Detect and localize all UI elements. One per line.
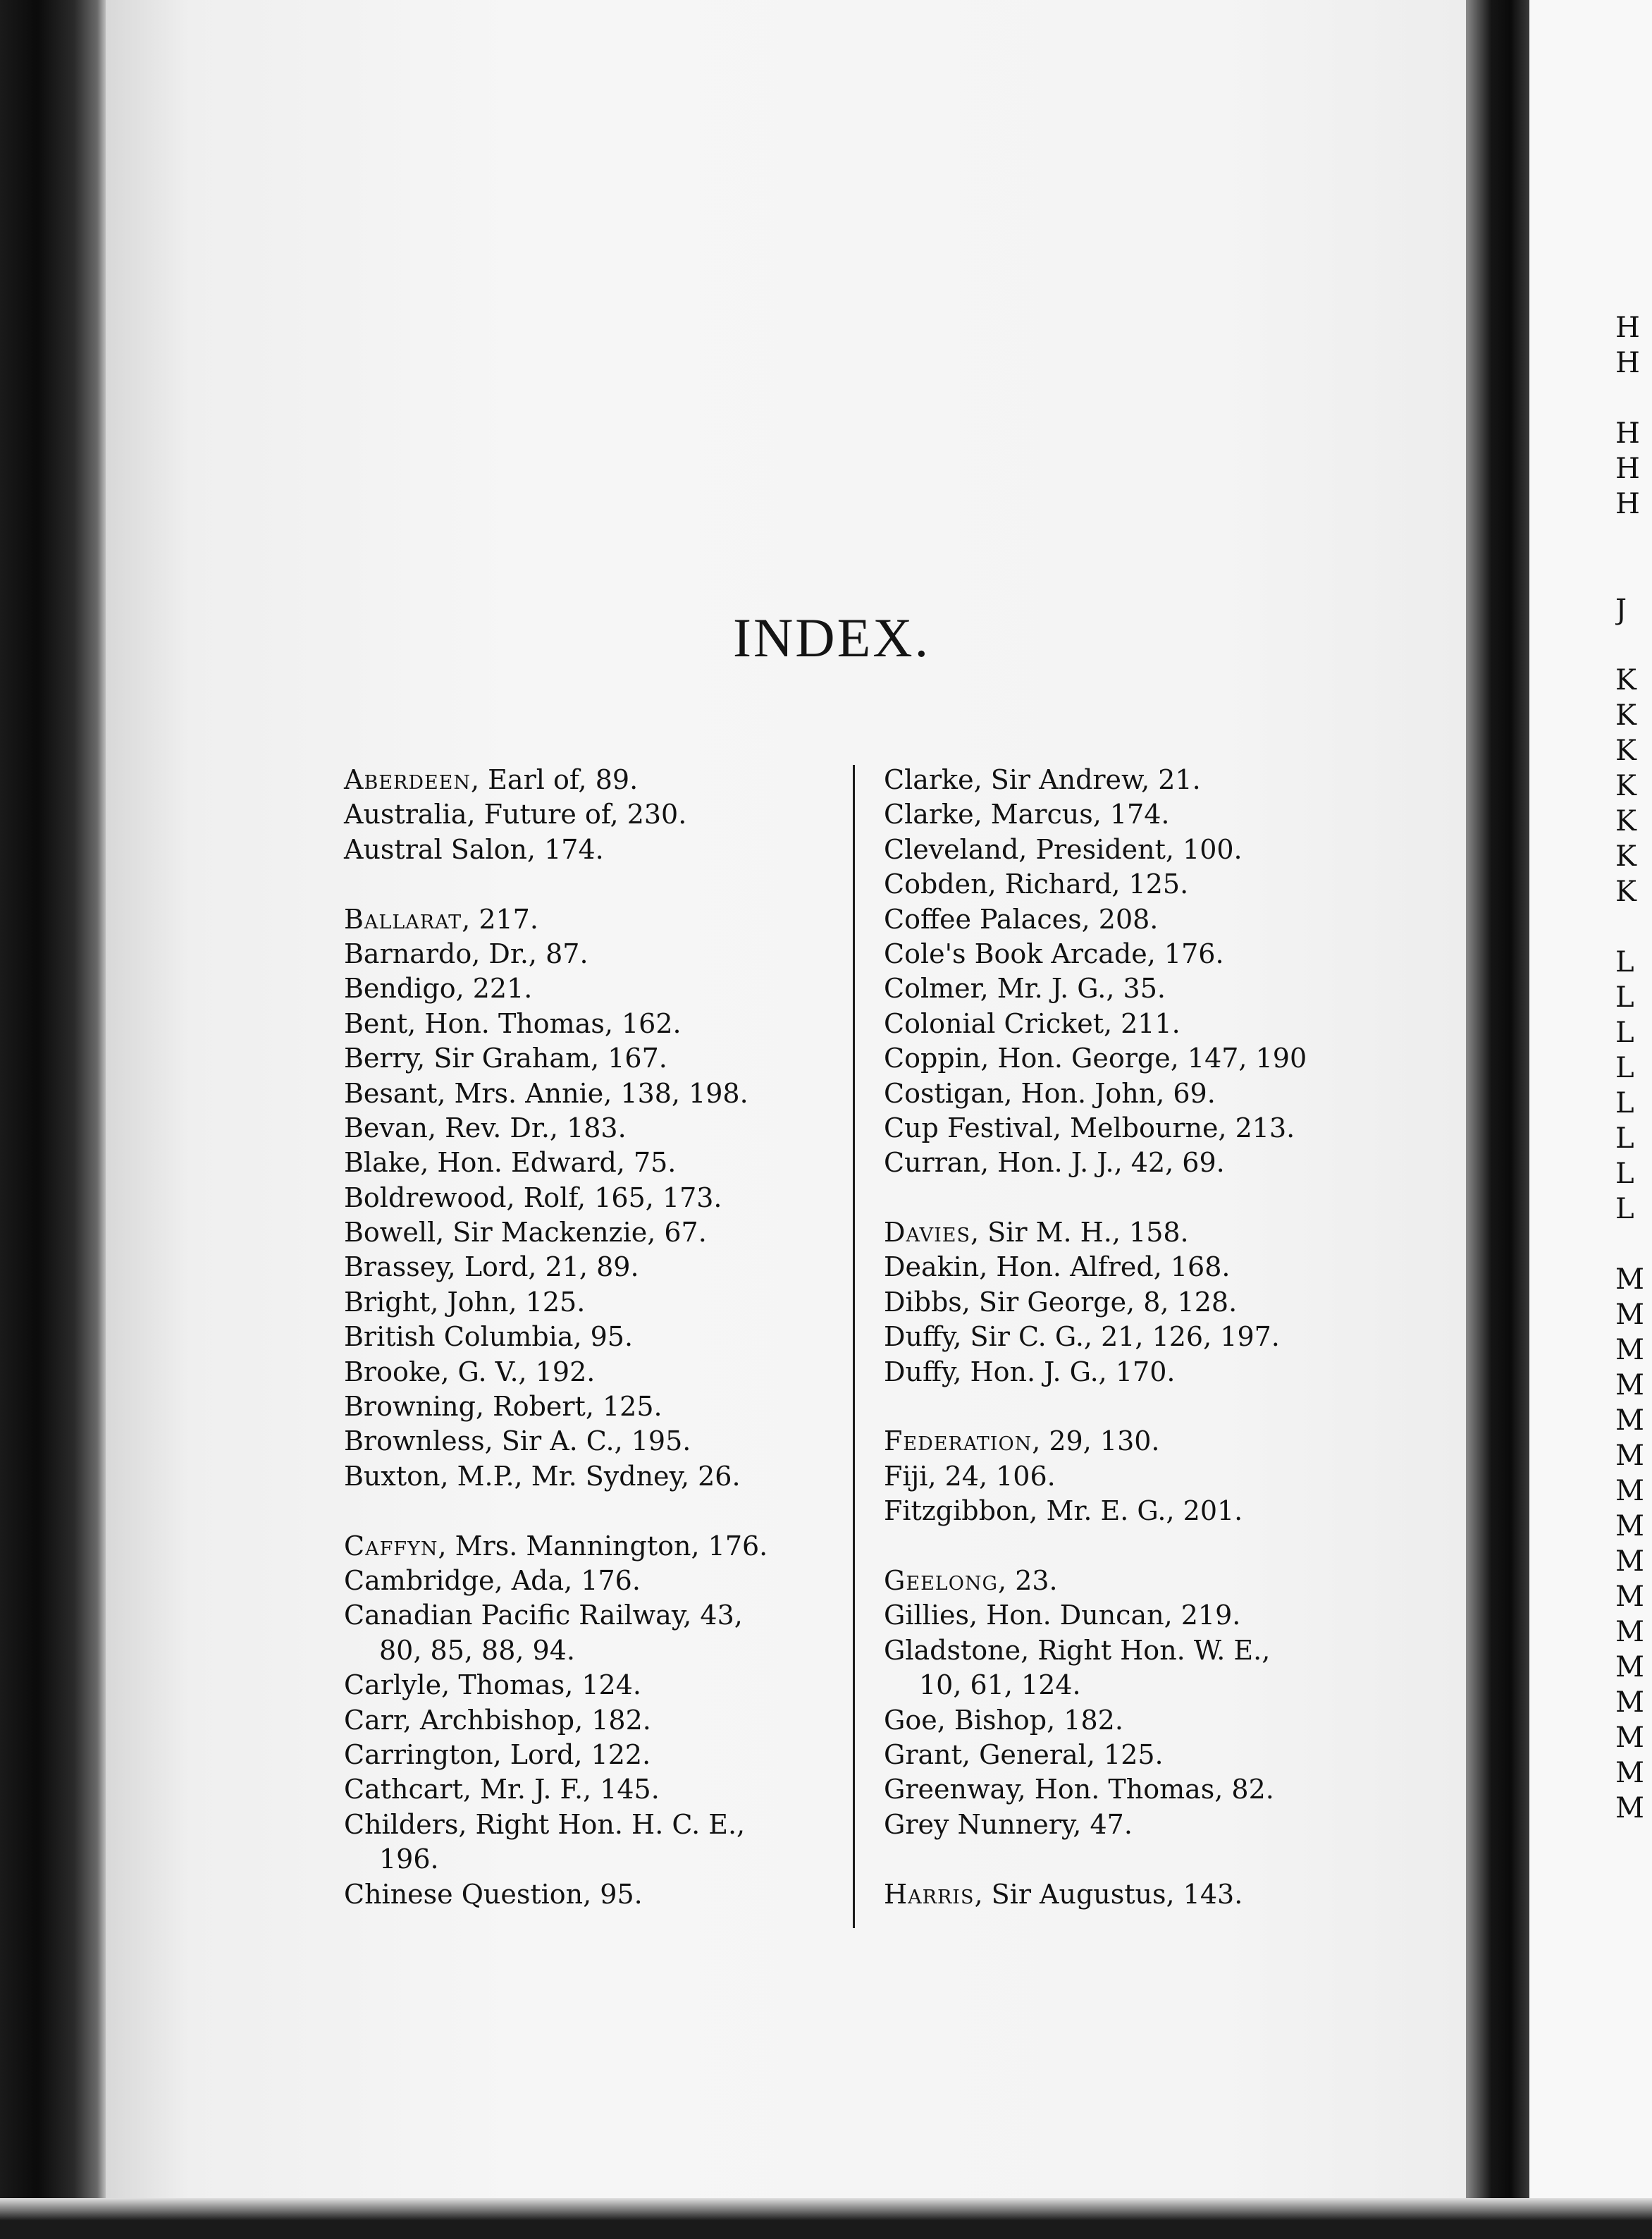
index-entry-section-start (884, 1564, 1391, 1598)
index-entry-section-start (344, 1529, 851, 1564)
index-entry: Bevan, Rev. Dr., 183. (344, 1112, 627, 1143)
index-entry-section-start (344, 902, 851, 937)
index-entry: Colmer, Mr. J. G., 35. (884, 973, 1166, 1005)
facing-page-letter: M (1615, 1616, 1644, 1648)
scan-bottom-edge (0, 2198, 1652, 2239)
index-entry: Cambridge, Ada, 176. (344, 1564, 641, 1596)
facing-page-letter: H (1615, 312, 1640, 344)
facing-page-letter: L (1615, 1193, 1634, 1225)
fragment-gap (1615, 557, 1652, 592)
facing-page-letter: M (1615, 1757, 1644, 1789)
index-entry: Blake, Hon. Edward, 75. (344, 1147, 677, 1179)
index-entry: Buxton, M.P., Mr. Sydney, 26. (344, 1460, 741, 1492)
index-entry: Bendigo, 221. (344, 973, 533, 1005)
index-entry: Coffee Palaces, 208. (884, 903, 1159, 935)
facing-page-letter: L (1615, 1158, 1634, 1190)
index-entry-rest: , 217. (462, 903, 538, 935)
index-entry-lead: Aberdeen (344, 764, 471, 795)
facing-page-letter: K (1615, 699, 1636, 732)
page-title: INDEX. (733, 607, 931, 668)
facing-page-letter: J (1615, 594, 1627, 626)
facing-page-letter: K (1615, 876, 1636, 908)
fragment-gap (1615, 522, 1652, 557)
index-entry: Gladstone, Right Hon. W. E., (884, 1634, 1271, 1666)
index-entry-lead: Ballarat (344, 903, 462, 935)
index-entry: Grey Nunnery, 47. (884, 1808, 1133, 1840)
facing-page-letter: K (1615, 664, 1636, 697)
book-gutter (1466, 0, 1529, 2239)
index-entry-lead: Caffyn (344, 1530, 438, 1562)
facing-page-letter: M (1615, 1545, 1644, 1578)
index-entry: Deakin, Hon. Alfred, 168. (884, 1251, 1231, 1283)
index-entry: Clarke, Sir Andrew, 21. (884, 764, 1201, 795)
index-entry: Grant, General, 125. (884, 1738, 1164, 1770)
index-entry-section-start (884, 1215, 1391, 1250)
facing-page-letter: M (1615, 1686, 1644, 1719)
index-entry: Clarke, Marcus, 174. (884, 799, 1170, 830)
index-entry: Barnardo, Dr., 87. (344, 938, 588, 969)
index-entry: Costigan, Hon. John, 69. (884, 1077, 1216, 1109)
facing-page-letter: M (1615, 1404, 1644, 1437)
index-entry: Carlyle, Thomas, 124. (344, 1669, 641, 1701)
index-entry: Bowell, Sir Mackenzie, 67. (344, 1217, 707, 1249)
index-entry-rest: , Sir Augustus, 143. (974, 1878, 1243, 1910)
facing-page-letter: K (1615, 770, 1636, 802)
index-section-gap (884, 1842, 1391, 1877)
facing-page-letter: K (1615, 805, 1636, 838)
index-entry: Colonial Cricket, 211. (884, 1007, 1181, 1039)
index-entry-continuation: 10, 61, 124. (919, 1669, 1081, 1701)
facing-page-letter: M (1615, 1792, 1644, 1824)
book-cover-edge (0, 0, 106, 2239)
facing-page-letter: M (1615, 1475, 1644, 1507)
index-section-gap (884, 1390, 1391, 1424)
index-entry-rest: , 23. (998, 1564, 1058, 1596)
index-entry: Brassey, Lord, 21, 89. (344, 1251, 639, 1283)
facing-page-letter: L (1615, 1052, 1634, 1084)
index-entry: Cobden, Richard, 125. (884, 869, 1189, 900)
index-entry-lead: Davies (884, 1217, 970, 1249)
index-entry: Bent, Hon. Thomas, 162. (344, 1007, 682, 1039)
facing-page-letter: M (1615, 1510, 1644, 1542)
index-entry: Dibbs, Sir George, 8, 128. (884, 1286, 1238, 1318)
facing-page-letter: H (1615, 488, 1640, 520)
index-entry-lead: Harris (884, 1878, 975, 1910)
index-entry-continuation: 80, 85, 88, 94. (379, 1634, 575, 1666)
facing-page-letter-fragments (1615, 310, 1652, 1826)
fragment-gap (1615, 381, 1652, 416)
index-entry-lead: Geelong (884, 1564, 999, 1596)
facing-page-letter: L (1615, 946, 1634, 979)
index-entry-rest: , Earl of, 89. (471, 764, 639, 795)
facing-page-letter: M (1615, 1722, 1644, 1754)
index-section-gap (884, 1181, 1391, 1215)
facing-page-letter: M (1615, 1334, 1644, 1366)
index-entry: Austral Salon, 174. (344, 833, 604, 865)
index-entry: Fiji, 24, 106. (884, 1460, 1056, 1492)
index-entry-lead: Federation (884, 1425, 1032, 1457)
index-entry: Australia, Future of, 230. (344, 799, 687, 830)
fragment-gap (1615, 627, 1652, 663)
facing-page-letter: M (1615, 1299, 1644, 1331)
fragment-gap (1615, 909, 1652, 945)
index-entry: Browning, Robert, 125. (344, 1391, 662, 1423)
facing-page-letter: M (1615, 1369, 1644, 1401)
index-entry: Childers, Right Hon. H. C. E., (344, 1808, 746, 1840)
facing-page-letter: M (1615, 1440, 1644, 1472)
facing-page-letter: L (1615, 1122, 1634, 1155)
index-entry: Boldrewood, Rolf, 165, 173. (344, 1182, 722, 1213)
index-entry-rest: , Mrs. Mannington, 176. (438, 1530, 768, 1562)
index-entry: Greenway, Hon. Thomas, 82. (884, 1774, 1274, 1805)
index-entry: Duffy, Hon. J. G., 170. (884, 1356, 1176, 1387)
index-section-gap (344, 1494, 851, 1528)
facing-page-letter: H (1615, 347, 1640, 379)
index-entry-section-start (884, 1424, 1391, 1459)
index-entry: Besant, Mrs. Annie, 138, 198. (344, 1077, 748, 1109)
index-entry: Duffy, Sir C. G., 21, 126, 197. (884, 1321, 1280, 1353)
index-entry: British Columbia, 95. (344, 1321, 634, 1353)
facing-page-letter: M (1615, 1651, 1644, 1683)
index-section-gap (884, 1529, 1391, 1564)
index-column-left (344, 763, 851, 1912)
index-entry: Coppin, Hon. George, 147, 190 (884, 1043, 1307, 1074)
index-entry: Cole's Book Arcade, 176. (884, 938, 1224, 969)
facing-page-letter: K (1615, 840, 1636, 873)
index-entry: Cup Festival, Melbourne, 213. (884, 1112, 1295, 1143)
facing-page-letter: H (1615, 417, 1640, 450)
index-entry: Cathcart, Mr. J. F., 145. (344, 1774, 660, 1805)
index-entry-rest: , Sir M. H., 158. (970, 1217, 1189, 1249)
index-entry: Carrington, Lord, 122. (344, 1738, 651, 1770)
index-entry-rest: , 29, 130. (1032, 1425, 1160, 1457)
index-entry: Curran, Hon. J. J., 42, 69. (884, 1147, 1225, 1179)
index-entry: Brownless, Sir A. C., 195. (344, 1425, 691, 1457)
fragment-gap (1615, 1227, 1652, 1262)
facing-page-letter: L (1615, 981, 1634, 1014)
facing-page-letter: M (1615, 1263, 1644, 1296)
index-entry-continuation: 196. (379, 1844, 439, 1875)
facing-page-letter: M (1615, 1581, 1644, 1613)
column-divider (853, 765, 855, 1928)
facing-page-letter: H (1615, 453, 1640, 485)
index-entry: Goe, Bishop, 182. (884, 1704, 1123, 1736)
index-entry: Gillies, Hon. Duncan, 219. (884, 1600, 1241, 1631)
facing-page-letter: K (1615, 735, 1636, 767)
index-entry: Cleveland, President, 100. (884, 833, 1243, 865)
index-entry: Bright, John, 125. (344, 1286, 586, 1318)
index-entry-section-start (884, 1877, 1391, 1912)
index-entry-section-start (344, 763, 851, 797)
facing-page-letter: L (1615, 1087, 1634, 1120)
index-section-gap (344, 867, 851, 902)
index-entry: Berry, Sir Graham, 167. (344, 1043, 667, 1074)
index-entry: Carr, Archbishop, 182. (344, 1704, 651, 1736)
index-entry: Fitzgibbon, Mr. E. G., 201. (884, 1495, 1243, 1527)
facing-page-letter: L (1615, 1017, 1634, 1049)
index-column-right (884, 763, 1391, 1912)
index-entry: Canadian Pacific Railway, 43, (344, 1600, 743, 1631)
index-entry: Chinese Question, 95. (344, 1878, 643, 1910)
index-entry: Brooke, G. V., 192. (344, 1356, 596, 1387)
